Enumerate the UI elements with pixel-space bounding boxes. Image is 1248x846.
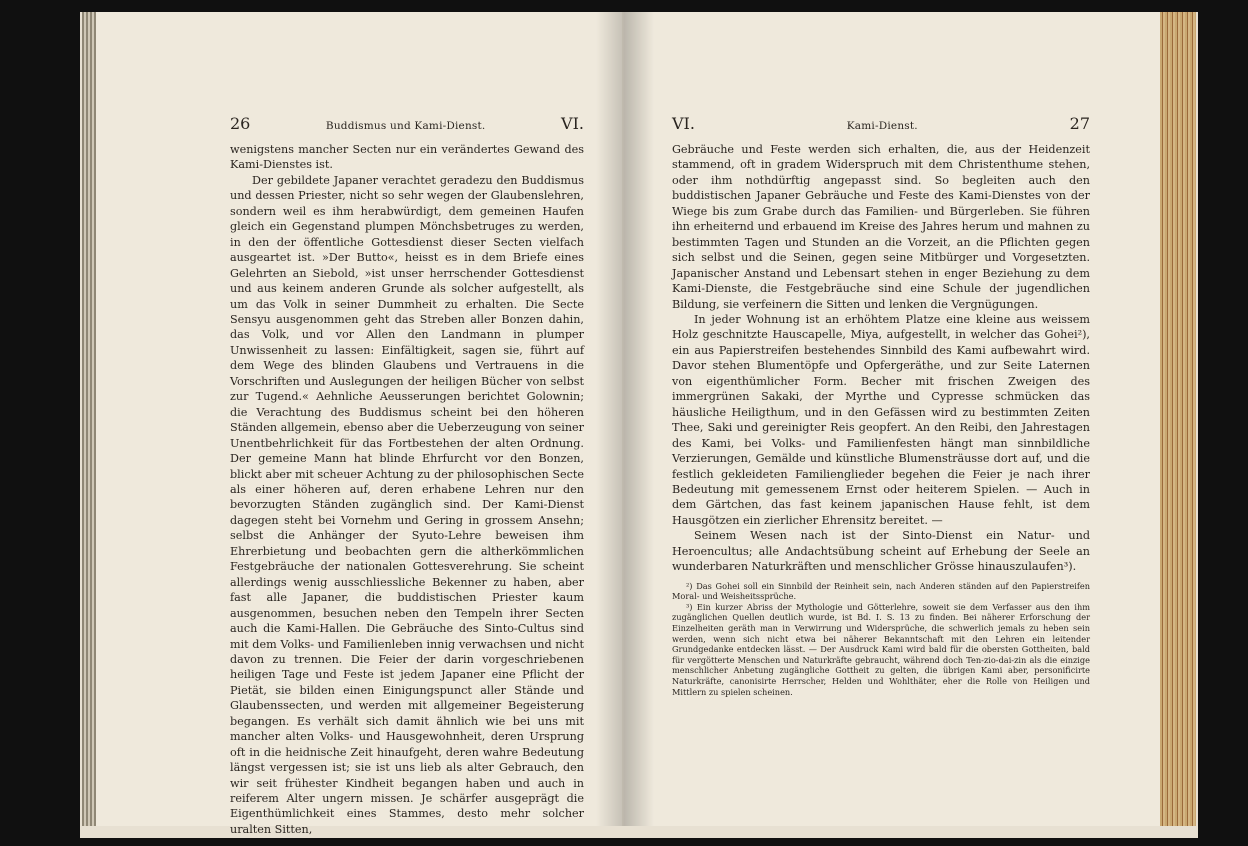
- left-section-number: VI.: [561, 114, 584, 133]
- paragraph: Seinem Wesen nach ist der Sinto-Dienst ein Natur- und Heroencultus; alle Andachtsübung scheint auf Erhebung der Seele an wunderbaren Naturkräften und menschlicher Grösse hinauszulaufen³).: [672, 529, 1090, 574]
- left-body-text: [230, 142, 584, 837]
- left-header-title: Buddismus und Kami-Dienst.: [325, 120, 486, 132]
- paragraph: Gebräuche und Feste werden sich erhalten, die, aus der Heidenzeit stammend, oft in gradem Widerspruch mit dem Christenthume stehen, oder ihm nothdürftig angepasst sind. So begleiten auch den buddistischen Japaner Gebräuche und Feste des Kami-Dienstes von der Wiege bis zum Grabe durch das Familien- und Bürgerleben. Sie führen ihn erheiternd und erbauend im Kreise des Jahres herum und mahnen zu bestimmten Tagen und Stunden an die Vorzeit, an die Pflichten gegen sich selbst und die Seinen, gegen seine Mitbürger und Vorgesetzten. Japanischer Anstand und Lebensart stehen in enger Beziehung zu dem Kami-Dienste, die Festgebräuche sind eine Schule der jugendlichen Bildung, sie verfeinern die Sitten und lenken die Vergnügungen.: [672, 143, 1090, 311]
- left-page-edges: [82, 12, 96, 826]
- paragraph: Der gebildete Japaner verachtet geradezu den Buddismus und dessen Priester, nicht so sehr wegen der Glaubenslehren, sondern weil es ihm herabwürdigt, dem gemeinen Haufen gleich ein Gegenstand plumpen Mönchsbetruges zu werden, in den der öffentliche Gottesdienst dieser Secten vielfach ausgeartet ist. »Der Butto«, heisst es in dem Briefe eines Gelehrten an Siebold, »ist unser herrschender Gottesdienst und aus keinem anderen Grunde als solcher aufgestellt, als um das Volk in seiner Dummheit zu erhalten. Die Secte Sensyu ausgenommen geht das Streben aller Bonzen dahin, das Volk, und vor Allen den Landmann in plumper Unwissenheit zu lassen: Einfältigkeit, sagen sie, führt auf dem Wege des blinden Glaubens und Vertrauens in die Vorschriften und Auslegungen der heiligen Bücher von selbst zur Tugend.« Aehnliche Aeusserungen berichtet Golownin; die Verachtung des Buddismus scheint bei den höheren Ständen allgemein, ebenso aber die Ueberzeugung von seiner Unentbehrlichkeit für das Fortbestehen der alten Ordnung. Der gemeine Mann hat blinde Ehrfurcht vor den Bonzen, blickt aber mit scheuer Achtung zu der philosophischen Secte als einer höheren auf, deren erhabene Lehren nur den bevorzugten Ständen zugänglich sind. Der Kami-Dienst dagegen steht bei Vornehm und Gering in grossem Ansehn; selbst die Anhänger der Syuto-Lehre beweisen ihm Ehrerbietung und beobachten gern die altherkömmlichen Festgebräuche der nationalen Gottesverehrung. Sie scheint allerdings wenig ausschliessliche Bekenner zu haben, aber fast alle Japaner, die buddistischen Priester kaum ausgenommen, besuchen neben den Tempeln ihrer Secten auch die Kami-Hallen. Die Gebräuche des Sinto-Cultus sind mit dem Volks- und Familienleben innig verwachsen und nicht davon zu trennen. Die Feier der darin vorgeschriebenen heiligen Tage und Feste ist jedem Japaner eine Pflicht der Pietät, sie bilden einen Einigungspunct aller Stände und Glaubenssecten, und werden mit allgemeiner Begeisterung begangen. Es verhält sich damit ähnlich wie bei uns mit mancher alten Volks- und Hausgewohnheit, deren Ursprung oft in die heidnische Zeit hinaufgeht, deren wahre Bedeutung längst vergessen ist; sie ist uns lieb als alter Gebrauch, den wir seit frühester Kindheit begangen haben und auch in reiferem Alter ungern missen. Je schärfer ausgeprägt die Eigenthümlichkeit eines Stammes, desto mehr solcher uralten Sitten,: [230, 173, 584, 836]
- right-section-number: VI.: [672, 114, 695, 133]
- footnote: ³) Ein kurzer Abriss der Mythologie und Götterlehre, soweit sie dem Verfasser aus den ihm zugänglichen Quellen deutlich wurde, ist Bd. I. S. 13 zu finden. Bei näherer Erforschung der Einzelheiten geräth man in Verwirrung und Widersprüche, die schwerlich jemals zu heben sein werden, wenn sich nicht etwa bei näherer Bekanntschaft mit den Lehren ein leitender Grundgedanke entdecken lässt. — Der Ausdruck Kami wird bald für die obersten Gottheiten, bald für vergötterte Menschen und Naturkräfte gebraucht, während doch Ten-zio-dai-zin als die einzige menschlicher Anbetung zugängliche Gottheit zu gelten, die übrigen Kami aber, personificirte Naturkräfte, canonisirte Herrscher, Helden und Wohlthäter, eher die Rolle von Heiligen und Mittlern zu spielen scheinen.: [672, 601, 1090, 697]
- right-body-text: [672, 142, 1090, 575]
- left-page: [96, 12, 622, 836]
- footnotes: [672, 581, 1090, 698]
- left-page-number: 26: [230, 114, 251, 133]
- right-page-number: 27: [1069, 114, 1090, 133]
- right-header-title: Kami-Dienst.: [846, 120, 918, 132]
- footnote: ²) Das Gohei soll ein Sinnbild der Reinheit sein, nach Anderen ständen auf den Papierstreifen Moral- und Weisheitssprüche.: [672, 580, 1090, 602]
- right-running-header: [672, 114, 1090, 132]
- paragraph: In jeder Wohnung ist an erhöhtem Platze eine kleine aus weissem Holz geschnitzte Hauscapelle, Miya, aufgestellt, in welcher das Gohei²), ein aus Papierstreifen bestehendes Sinnbild des Kami aufbewahrt wird. Davor stehen Blumentöpfe und Opfergeräthe, und zur Seite Laternen von eigenthümlicher Form. Becher mit frischen Zweigen des immergrünen Sakaki, der Myrthe und Cypresse schmücken das häusliche Heiligthum, und in den Gefässen wird zu bestimmten Zeiten Thee, Saki und gereinigter Reis geopfert. An den Reibi, den Jahrestagen des Kami, bei Volks- und Familienfesten hängt man sinnbildliche Verzierungen, Gemälde und künstliche Blumensträusse dort auf, und die festlich gekleideten Familienglieder begehen die Feier je nach ihrer Bedeutung mit gemessenem Ernst oder heiterem Spielen. — Auch in dem Gärtchen, das fast keinem japanischen Hause fehlt, ist dem Hausgötzen ein zierlicher Ehrensitz bereitet. —: [672, 312, 1090, 527]
- gutter-shadow-left: [596, 12, 624, 826]
- left-running-header: [230, 114, 584, 132]
- right-page: [624, 12, 1160, 826]
- gutter-shadow-right: [624, 12, 654, 826]
- right-page-edges: [1160, 12, 1196, 826]
- paragraph: wenigstens mancher Secten nur ein verändertes Gewand des Kami-Dienstes ist.: [230, 143, 584, 172]
